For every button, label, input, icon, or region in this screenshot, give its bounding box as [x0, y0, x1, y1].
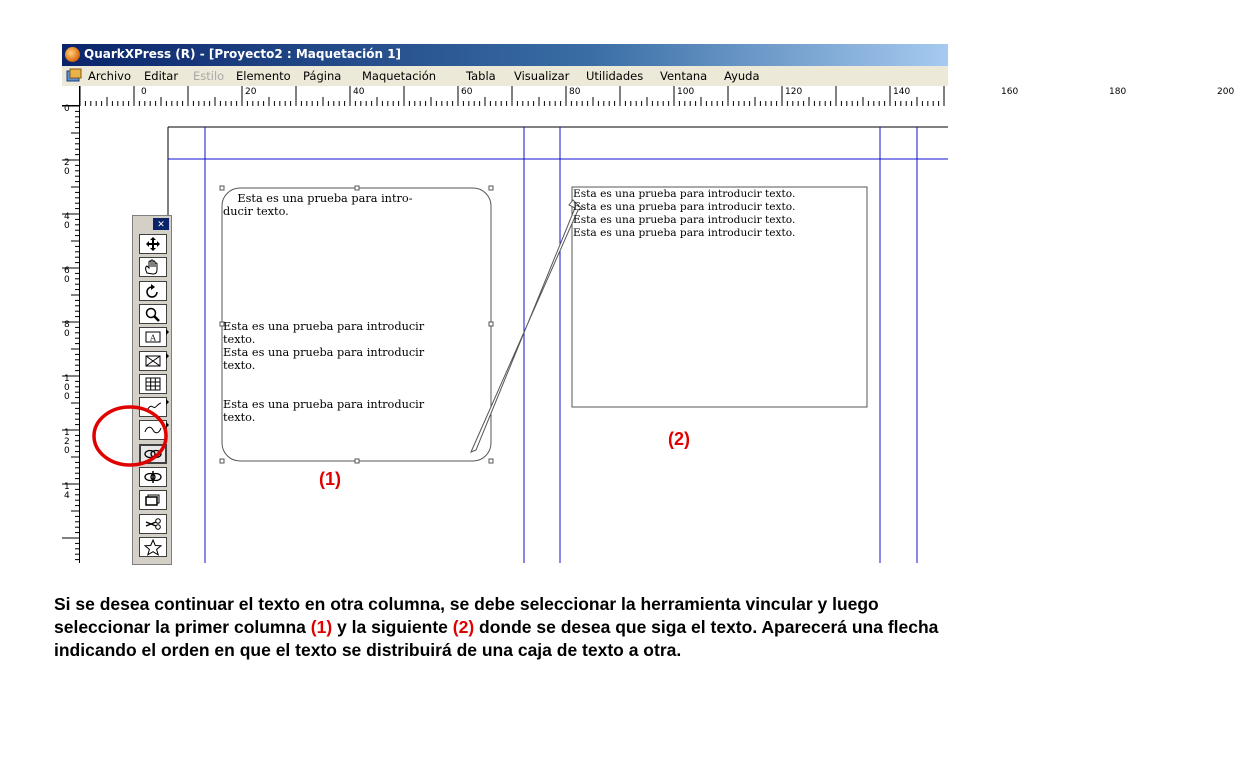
v-ruler-label: 4 0	[64, 212, 70, 231]
h-ruler-label: 60	[461, 87, 473, 97]
text-box-1-line-7: Esta es una prueba para introducir	[223, 398, 425, 411]
menu-bar	[62, 66, 948, 86]
text-box-1-line-8: texto.	[223, 411, 256, 424]
window-title: QuarkXPress (R) - [Proyecto2 : Maquetación 1]	[84, 47, 402, 61]
content-hand-tool-icon	[143, 259, 163, 275]
menu-elemento[interactable]: Elemento	[236, 69, 291, 83]
h-ruler-label: 180	[1109, 87, 1127, 97]
menu-editar[interactable]: Editar	[144, 69, 179, 83]
v-ruler-label: 1 4	[64, 482, 70, 501]
v-ruler-label: 8 0	[64, 320, 70, 339]
picture-box-tool-icon	[143, 353, 163, 369]
text-box-1-line-1: Esta es una prueba para intro-	[223, 192, 413, 205]
caption-text-1: Si se desea continuar el texto en otra columna, se debe seleccionar la herramienta vincular y luego seleccionar la primer columna	[54, 594, 879, 637]
v-ruler-label: 1 0 0	[64, 374, 70, 402]
v-ruler-label: 1 2 0	[64, 428, 70, 456]
text-box-2-line-3: Esta es una prueba para introducir texto.	[573, 214, 796, 226]
text-box-1-line-2: ducir texto.	[223, 205, 289, 218]
caption-text-3: donde se desea que siga el texto. Aparecerá una flecha indicando el orden en que el texto se distribuirá de una caja de texto a otra.	[54, 617, 939, 660]
menu-visualizar[interactable]: Visualizar	[514, 69, 570, 83]
h-ruler-label: 100	[677, 87, 695, 97]
h-ruler-label: 200	[1217, 87, 1234, 97]
text-box-1-line-5: Esta es una prueba para introducir	[223, 346, 425, 359]
layers-tool-button[interactable]	[139, 490, 167, 510]
menu-ayuda[interactable]: Ayuda	[724, 69, 760, 83]
svg-text:A: A	[150, 333, 156, 343]
vertical-ruler[interactable]	[62, 106, 80, 563]
flyout-indicator	[166, 329, 169, 335]
text-box-tool-button[interactable]	[139, 327, 167, 347]
layout-canvas[interactable]	[80, 106, 948, 563]
quarkxpress-app-icon[interactable]	[65, 47, 80, 62]
text-box-1-line-4: texto.	[223, 333, 256, 346]
text-box-1[interactable]	[221, 187, 492, 462]
v-ruler-label: 2 0	[64, 158, 70, 177]
menu-maquetacion[interactable]: Maquetación	[362, 69, 437, 83]
text-box-2-line-4: Esta es una prueba para introducir texto.	[573, 227, 796, 239]
box-2-marker: (2)	[668, 429, 690, 449]
menu-archivo[interactable]: Archivo	[88, 69, 131, 83]
instruction-caption	[54, 593, 974, 662]
caption-text-2: y la siguiente	[332, 617, 453, 637]
text-box-2-line-1: Esta es una prueba para introducir texto.	[573, 188, 796, 200]
h-ruler-label: 20	[245, 87, 257, 97]
menu-tabla[interactable]: Tabla	[466, 69, 496, 83]
v-ruler-label: 0	[64, 104, 70, 114]
h-ruler-label: 160	[1001, 87, 1019, 97]
h-ruler-label: 40	[353, 87, 365, 97]
text-box-2[interactable]	[572, 187, 868, 408]
menu-estilo[interactable]: Estilo	[193, 69, 225, 83]
star-tool-icon	[143, 539, 163, 555]
text-box-2-line-2: Esta es una prueba para introducir texto.	[573, 201, 796, 213]
content-hand-tool-button[interactable]	[139, 257, 167, 277]
item-tool-button[interactable]	[139, 234, 167, 254]
rotation-tool-button[interactable]	[139, 281, 167, 301]
h-ruler-label: 120	[785, 87, 803, 97]
tool-palette[interactable]	[132, 215, 172, 565]
scissors-tool-icon	[143, 516, 163, 532]
menu-utilidades[interactable]: Utilidades	[586, 69, 644, 83]
link-tool-highlight	[90, 401, 170, 471]
ruler-origin[interactable]	[62, 86, 80, 106]
caption-ref-1: (1)	[310, 617, 333, 637]
h-ruler-label: 80	[569, 87, 581, 97]
caption-ref-2: (2)	[452, 617, 475, 637]
title-bar[interactable]	[62, 44, 948, 66]
horizontal-ruler[interactable]	[80, 86, 1234, 107]
text-box-tool-icon	[143, 329, 163, 345]
layers-tool-icon	[143, 492, 163, 508]
flyout-indicator	[166, 353, 169, 359]
zoom-tool-icon	[143, 306, 163, 322]
unlink-tool-icon	[143, 469, 163, 485]
zoom-tool-button[interactable]	[139, 304, 167, 324]
menu-ventana[interactable]: Ventana	[660, 69, 708, 83]
text-box-1-line-6: texto.	[223, 359, 256, 372]
v-ruler-label: 6 0	[64, 266, 70, 285]
item-tool-icon	[143, 236, 163, 252]
h-ruler-label: 140	[893, 87, 911, 97]
star-tool-button[interactable]	[139, 537, 167, 557]
text-box-1-line-3: Esta es una prueba para introducir	[223, 320, 425, 333]
document-menu-icon[interactable]	[66, 68, 82, 83]
h-ruler-label: 0	[141, 87, 147, 97]
menu-pagina[interactable]: Página	[303, 69, 342, 83]
picture-box-tool-button[interactable]	[139, 351, 167, 371]
palette-close-icon[interactable]: ✕	[153, 218, 169, 230]
table-tool-icon	[143, 376, 163, 392]
rotation-tool-icon	[143, 283, 163, 299]
scissors-tool-button[interactable]	[139, 514, 167, 534]
table-tool-button[interactable]	[139, 374, 167, 394]
quarkxpress-window	[62, 44, 1234, 563]
box-1-marker: (1)	[319, 469, 341, 489]
